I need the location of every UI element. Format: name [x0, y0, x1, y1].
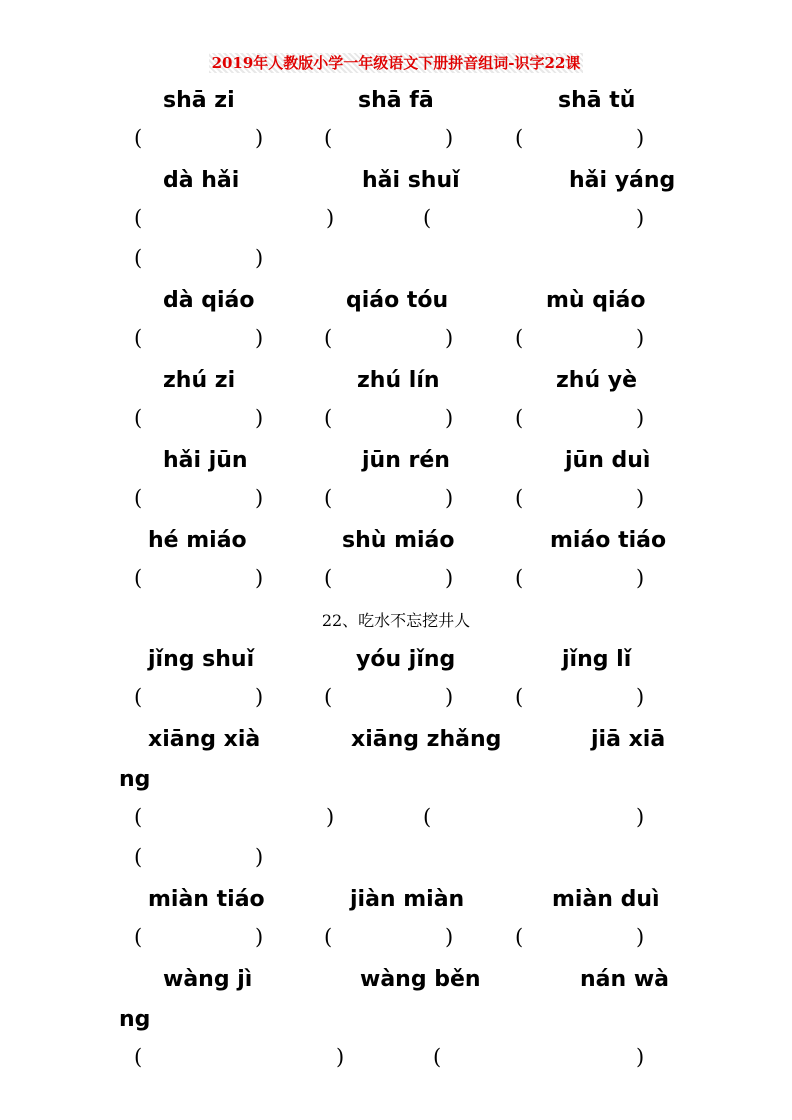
- open-paren: (: [134, 1045, 143, 1069]
- open-paren: (: [324, 126, 333, 150]
- section-title: 22、吃水不忘挖井人: [321, 611, 471, 630]
- pinyin-word: dà hǎi: [163, 168, 240, 193]
- close-paren: ): [445, 126, 454, 150]
- close-paren: ): [636, 925, 645, 949]
- open-paren: (: [324, 406, 333, 430]
- pinyin-word: wàng jì: [163, 967, 253, 992]
- pinyin-word: yóu jǐng: [356, 647, 456, 672]
- close-paren: ): [255, 326, 264, 350]
- document-title: 2019年人教版小学一年级语文下册拼音组词-识字22课: [0, 52, 792, 73]
- close-paren: ): [636, 406, 645, 430]
- open-paren: (: [134, 246, 143, 270]
- open-paren: (: [423, 206, 432, 230]
- close-paren: ): [636, 326, 645, 350]
- open-paren: (: [515, 685, 524, 709]
- pinyin-word: wàng běn: [360, 967, 481, 992]
- close-paren: ): [336, 1045, 345, 1069]
- close-paren: ): [255, 406, 264, 430]
- pinyin-word: qiáo tóu: [346, 288, 449, 313]
- close-paren: ): [445, 406, 454, 430]
- open-paren: (: [515, 486, 524, 510]
- open-paren: (: [134, 406, 143, 430]
- pinyin-word: shā zi: [163, 88, 235, 113]
- open-paren: (: [134, 206, 143, 230]
- open-paren: (: [134, 486, 143, 510]
- close-paren: ): [636, 486, 645, 510]
- open-paren: (: [134, 566, 143, 590]
- open-paren: (: [134, 126, 143, 150]
- open-paren: (: [515, 566, 524, 590]
- close-paren: ): [445, 486, 454, 510]
- open-paren: (: [134, 845, 143, 869]
- pinyin-word: jǐng lǐ: [562, 647, 632, 672]
- open-paren: (: [324, 566, 333, 590]
- pinyin-word: zhú zi: [163, 368, 236, 393]
- close-paren: ): [255, 845, 264, 869]
- pinyin-word: hǎi shuǐ: [362, 168, 460, 193]
- pinyin-word-wrap: ng: [119, 1007, 151, 1032]
- pinyin-word: zhú yè: [556, 368, 638, 393]
- pinyin-word: shā tǔ: [558, 88, 636, 113]
- close-paren: ): [255, 126, 264, 150]
- open-paren: (: [134, 326, 143, 350]
- pinyin-word: jiā xiā: [591, 727, 666, 752]
- pinyin-word: miàn duì: [552, 887, 660, 912]
- pinyin-word: nán wà: [580, 967, 669, 992]
- close-paren: ): [636, 805, 645, 829]
- open-paren: (: [134, 685, 143, 709]
- close-paren: ): [445, 326, 454, 350]
- close-paren: ): [255, 246, 264, 270]
- open-paren: (: [433, 1045, 442, 1069]
- pinyin-word: jiàn miàn: [350, 887, 465, 912]
- pinyin-word-wrap: ng: [119, 767, 151, 792]
- pinyin-word: miàn tiáo: [148, 887, 265, 912]
- open-paren: (: [423, 805, 432, 829]
- pinyin-word: jǐng shuǐ: [148, 647, 255, 672]
- open-paren: (: [134, 925, 143, 949]
- open-paren: (: [515, 126, 524, 150]
- pinyin-word: hǎi jūn: [163, 448, 248, 473]
- open-paren: (: [324, 486, 333, 510]
- close-paren: ): [445, 566, 454, 590]
- close-paren: ): [636, 126, 645, 150]
- pinyin-word: hé miáo: [148, 528, 247, 553]
- close-paren: ): [636, 685, 645, 709]
- pinyin-word: xiāng zhǎng: [351, 727, 502, 752]
- pinyin-word: jūn duì: [565, 448, 651, 473]
- pinyin-word: hǎi yáng: [569, 168, 676, 193]
- pinyin-word: mù qiáo: [546, 288, 646, 313]
- close-paren: ): [636, 1045, 645, 1069]
- pinyin-word: shù miáo: [342, 528, 455, 553]
- open-paren: (: [515, 326, 524, 350]
- pinyin-word: zhú lín: [357, 368, 440, 393]
- open-paren: (: [324, 925, 333, 949]
- close-paren: ): [255, 685, 264, 709]
- pinyin-word: dà qiáo: [163, 288, 255, 313]
- open-paren: (: [515, 925, 524, 949]
- open-paren: (: [515, 406, 524, 430]
- close-paren: ): [255, 566, 264, 590]
- pinyin-word: xiāng xià: [148, 727, 261, 752]
- close-paren: ): [255, 925, 264, 949]
- close-paren: ): [326, 805, 335, 829]
- pinyin-word: jūn rén: [362, 448, 450, 473]
- close-paren: ): [445, 685, 454, 709]
- close-paren: ): [445, 925, 454, 949]
- open-paren: (: [324, 326, 333, 350]
- pinyin-word: miáo tiáo: [550, 528, 667, 553]
- close-paren: ): [326, 206, 335, 230]
- close-paren: ): [636, 206, 645, 230]
- close-paren: ): [636, 566, 645, 590]
- pinyin-word: shā fā: [358, 88, 434, 113]
- open-paren: (: [134, 805, 143, 829]
- open-paren: (: [324, 685, 333, 709]
- close-paren: ): [255, 486, 264, 510]
